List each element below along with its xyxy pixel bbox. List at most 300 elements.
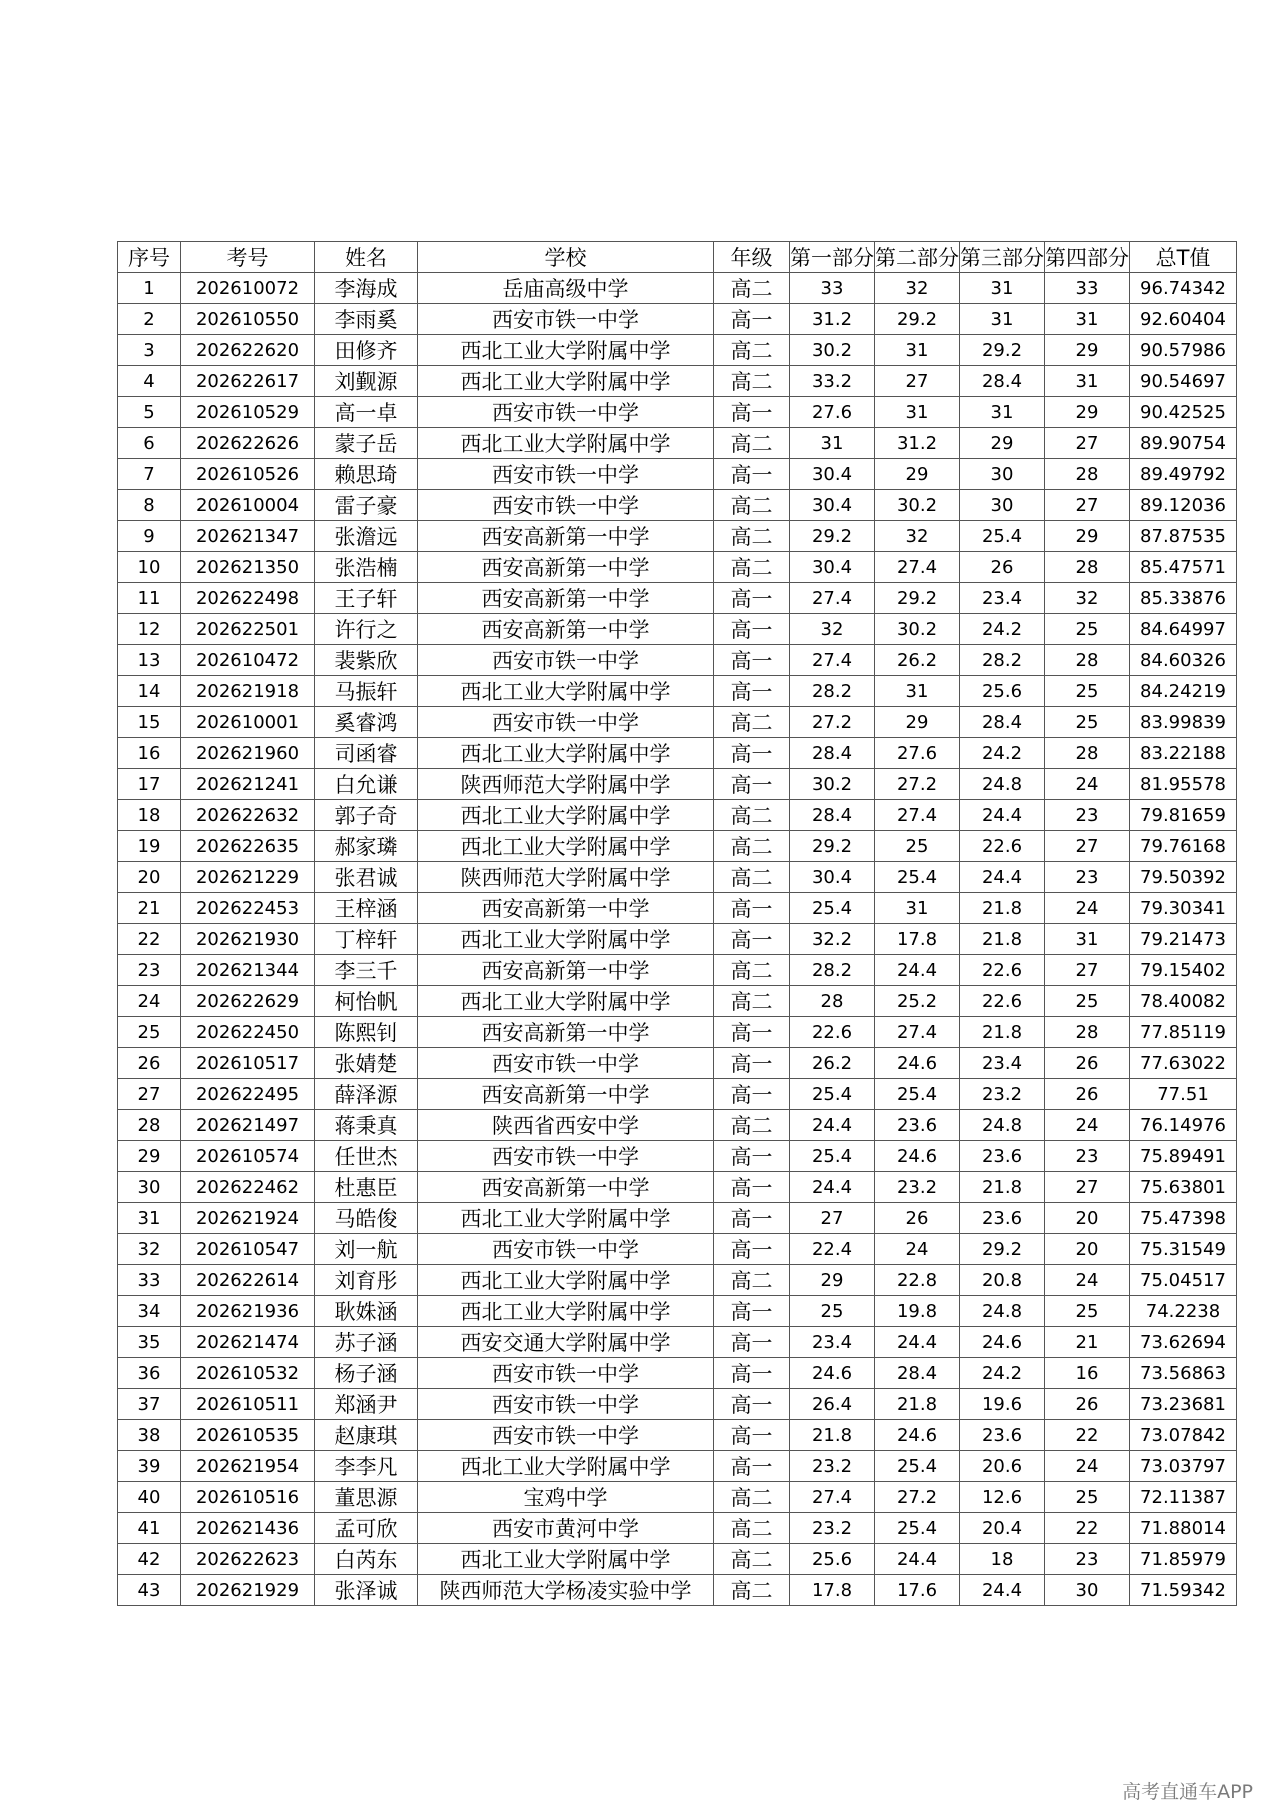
cell-index: 13 [118,645,181,676]
cell-school: 西北工业大学附属中学 [418,1296,714,1327]
cell-part-2: 21.8 [875,1389,960,1420]
cell-total-t: 75.04517 [1130,1265,1237,1296]
cell-part-3: 24.2 [960,614,1045,645]
cell-part-4: 25 [1045,707,1130,738]
cell-part-3: 24.4 [960,862,1045,893]
table-row [118,800,1237,831]
cell-part-3: 29.2 [960,1234,1045,1265]
cell-grade: 高一 [714,583,790,614]
cell-part-2: 32 [875,521,960,552]
table-row [118,1296,1237,1327]
cell-grade: 高一 [714,459,790,490]
cell-part-4: 25 [1045,1296,1130,1327]
cell-part-1: 33.2 [790,366,875,397]
cell-name: 董思源 [315,1482,418,1513]
cell-exam-id: 202621960 [181,738,315,769]
cell-name: 张澹远 [315,521,418,552]
cell-part-1: 27 [790,1203,875,1234]
cell-index: 32 [118,1234,181,1265]
cell-part-3: 22.6 [960,955,1045,986]
cell-part-4: 20 [1045,1203,1130,1234]
cell-grade: 高一 [714,1389,790,1420]
cell-school: 西北工业大学附属中学 [418,366,714,397]
cell-part-2: 27.2 [875,769,960,800]
cell-total-t: 77.85119 [1130,1017,1237,1048]
cell-part-4: 27 [1045,1172,1130,1203]
cell-grade: 高二 [714,800,790,831]
cell-exam-id: 202622623 [181,1544,315,1575]
table-row [118,645,1237,676]
cell-index: 8 [118,490,181,521]
cell-name: 王梓涵 [315,893,418,924]
cell-grade: 高一 [714,1079,790,1110]
cell-grade: 高一 [714,614,790,645]
cell-part-1: 22.4 [790,1234,875,1265]
cell-name: 郑涵尹 [315,1389,418,1420]
cell-name: 李李凡 [315,1451,418,1482]
table-row [118,614,1237,645]
cell-exam-id: 202622626 [181,428,315,459]
cell-part-4: 29 [1045,521,1130,552]
cell-part-1: 33 [790,273,875,304]
cell-part-1: 25 [790,1296,875,1327]
cell-school: 西安高新第一中学 [418,552,714,583]
cell-grade: 高二 [714,428,790,459]
cell-part-3: 20.6 [960,1451,1045,1482]
table-row [118,955,1237,986]
cell-index: 2 [118,304,181,335]
cell-exam-id: 202622453 [181,893,315,924]
cell-index: 21 [118,893,181,924]
cell-school: 西安市铁一中学 [418,304,714,335]
header-name: 姓名 [315,242,418,273]
cell-name: 裴紫欣 [315,645,418,676]
cell-part-4: 22 [1045,1420,1130,1451]
cell-school: 西安高新第一中学 [418,521,714,552]
cell-total-t: 81.95578 [1130,769,1237,800]
cell-part-1: 30.2 [790,335,875,366]
cell-index: 40 [118,1482,181,1513]
header-school: 学校 [418,242,714,273]
cell-name: 李海成 [315,273,418,304]
cell-part-3: 21.8 [960,924,1045,955]
cell-index: 25 [118,1017,181,1048]
cell-part-3: 23.4 [960,583,1045,614]
cell-exam-id: 202621918 [181,676,315,707]
cell-part-3: 31 [960,304,1045,335]
cell-exam-id: 202621497 [181,1110,315,1141]
cell-part-2: 23.6 [875,1110,960,1141]
cell-part-4: 26 [1045,1389,1130,1420]
cell-part-3: 24.2 [960,738,1045,769]
cell-grade: 高一 [714,645,790,676]
cell-part-2: 31 [875,397,960,428]
cell-name: 马皓俊 [315,1203,418,1234]
cell-grade: 高二 [714,273,790,304]
cell-part-2: 29 [875,459,960,490]
cell-total-t: 83.99839 [1130,707,1237,738]
cell-part-4: 25 [1045,614,1130,645]
cell-part-1: 28.2 [790,955,875,986]
table-row [118,273,1237,304]
cell-total-t: 90.54697 [1130,366,1237,397]
header-exam-id: 考号 [181,242,315,273]
cell-grade: 高二 [714,521,790,552]
cell-school: 西安市铁一中学 [418,1141,714,1172]
cell-exam-id: 202610526 [181,459,315,490]
cell-part-4: 26 [1045,1079,1130,1110]
cell-part-4: 24 [1045,1451,1130,1482]
table-row [118,986,1237,1017]
cell-part-2: 24.4 [875,1544,960,1575]
cell-name: 高一卓 [315,397,418,428]
cell-grade: 高一 [714,304,790,335]
cell-part-2: 31.2 [875,428,960,459]
cell-part-3: 24.2 [960,1358,1045,1389]
cell-part-1: 30.4 [790,862,875,893]
cell-grade: 高一 [714,769,790,800]
table-row [118,738,1237,769]
cell-index: 28 [118,1110,181,1141]
cell-name: 刘觐源 [315,366,418,397]
cell-grade: 高一 [714,893,790,924]
cell-name: 雷子豪 [315,490,418,521]
cell-part-4: 23 [1045,800,1130,831]
cell-part-2: 30.2 [875,490,960,521]
cell-part-2: 26.2 [875,645,960,676]
cell-total-t: 79.50392 [1130,862,1237,893]
cell-index: 1 [118,273,181,304]
table-row [118,304,1237,335]
cell-school: 西安高新第一中学 [418,893,714,924]
cell-part-2: 31 [875,893,960,924]
cell-grade: 高一 [714,676,790,707]
cell-part-3: 24.4 [960,1575,1045,1606]
cell-part-4: 28 [1045,645,1130,676]
cell-part-4: 33 [1045,273,1130,304]
cell-index: 22 [118,924,181,955]
table-row [118,428,1237,459]
cell-grade: 高二 [714,986,790,1017]
cell-part-3: 20.8 [960,1265,1045,1296]
table-row [118,1141,1237,1172]
cell-school: 西安高新第一中学 [418,1079,714,1110]
cell-exam-id: 202621241 [181,769,315,800]
cell-school: 西北工业大学附属中学 [418,1451,714,1482]
cell-exam-id: 202621350 [181,552,315,583]
cell-name: 李三千 [315,955,418,986]
cell-school: 西安市铁一中学 [418,645,714,676]
cell-total-t: 75.31549 [1130,1234,1237,1265]
cell-part-3: 28.2 [960,645,1045,676]
table-row [118,521,1237,552]
cell-index: 41 [118,1513,181,1544]
cell-index: 37 [118,1389,181,1420]
cell-school: 西安市铁一中学 [418,1420,714,1451]
cell-school: 西北工业大学附属中学 [418,1544,714,1575]
cell-school: 陕西师范大学杨凌实验中学 [418,1575,714,1606]
cell-exam-id: 202622495 [181,1079,315,1110]
cell-exam-id: 202610550 [181,304,315,335]
cell-school: 西安市铁一中学 [418,490,714,521]
cell-part-4: 28 [1045,552,1130,583]
cell-grade: 高二 [714,1544,790,1575]
cell-part-2: 27.4 [875,1017,960,1048]
cell-name: 郭子奇 [315,800,418,831]
cell-name: 张婧楚 [315,1048,418,1079]
cell-exam-id: 202622614 [181,1265,315,1296]
cell-exam-id: 202610511 [181,1389,315,1420]
cell-exam-id: 202621929 [181,1575,315,1606]
cell-index: 35 [118,1327,181,1358]
header-total-t: 总T值 [1130,242,1237,273]
cell-part-2: 31 [875,335,960,366]
cell-part-2: 25.4 [875,1079,960,1110]
table-row [118,1048,1237,1079]
cell-part-1: 32.2 [790,924,875,955]
cell-name: 蒋秉真 [315,1110,418,1141]
cell-part-3: 24.8 [960,1296,1045,1327]
cell-grade: 高二 [714,1513,790,1544]
cell-total-t: 84.24219 [1130,676,1237,707]
cell-name: 刘育彤 [315,1265,418,1296]
cell-name: 薛泽源 [315,1079,418,1110]
cell-part-3: 30 [960,490,1045,521]
cell-index: 17 [118,769,181,800]
cell-index: 30 [118,1172,181,1203]
cell-part-1: 28.2 [790,676,875,707]
cell-part-2: 27.6 [875,738,960,769]
cell-grade: 高一 [714,1234,790,1265]
cell-part-3: 28.4 [960,707,1045,738]
cell-index: 33 [118,1265,181,1296]
cell-school: 西北工业大学附属中学 [418,738,714,769]
cell-part-1: 30.4 [790,490,875,521]
cell-index: 14 [118,676,181,707]
cell-index: 10 [118,552,181,583]
cell-part-2: 24.6 [875,1420,960,1451]
cell-total-t: 79.15402 [1130,955,1237,986]
cell-part-1: 30.4 [790,552,875,583]
cell-total-t: 75.47398 [1130,1203,1237,1234]
cell-total-t: 79.81659 [1130,800,1237,831]
cell-school: 西安市铁一中学 [418,1234,714,1265]
cell-exam-id: 202610516 [181,1482,315,1513]
cell-exam-id: 202610517 [181,1048,315,1079]
cell-grade: 高一 [714,738,790,769]
cell-part-3: 21.8 [960,1017,1045,1048]
cell-part-1: 23.2 [790,1451,875,1482]
cell-total-t: 96.74342 [1130,273,1237,304]
cell-part-4: 30 [1045,1575,1130,1606]
cell-part-3: 29 [960,428,1045,459]
cell-exam-id: 202622620 [181,335,315,366]
cell-part-3: 24.6 [960,1327,1045,1358]
cell-part-3: 29.2 [960,335,1045,366]
cell-part-1: 31.2 [790,304,875,335]
cell-part-4: 23 [1045,862,1130,893]
cell-part-3: 31 [960,273,1045,304]
cell-part-1: 21.8 [790,1420,875,1451]
cell-index: 6 [118,428,181,459]
cell-part-2: 19.8 [875,1296,960,1327]
cell-exam-id: 202610547 [181,1234,315,1265]
cell-grade: 高一 [714,1327,790,1358]
cell-part-1: 23.2 [790,1513,875,1544]
cell-school: 陕西师范大学附属中学 [418,769,714,800]
cell-name: 奚睿鸿 [315,707,418,738]
cell-index: 38 [118,1420,181,1451]
table-row [118,831,1237,862]
cell-total-t: 75.89491 [1130,1141,1237,1172]
cell-school: 陕西省西安中学 [418,1110,714,1141]
cell-grade: 高二 [714,1482,790,1513]
cell-part-4: 27 [1045,428,1130,459]
cell-name: 司函睿 [315,738,418,769]
cell-exam-id: 202622450 [181,1017,315,1048]
cell-school: 西安市铁一中学 [418,459,714,490]
cell-part-4: 29 [1045,335,1130,366]
cell-index: 5 [118,397,181,428]
cell-part-3: 23.2 [960,1079,1045,1110]
cell-part-2: 27 [875,366,960,397]
cell-part-3: 26 [960,552,1045,583]
cell-grade: 高二 [714,1575,790,1606]
cell-part-2: 25.2 [875,986,960,1017]
cell-name: 蒙子岳 [315,428,418,459]
cell-exam-id: 202622462 [181,1172,315,1203]
cell-exam-id: 202621436 [181,1513,315,1544]
cell-part-4: 31 [1045,366,1130,397]
cell-exam-id: 202621930 [181,924,315,955]
cell-part-3: 21.8 [960,1172,1045,1203]
header-part-2: 第二部分 [875,242,960,273]
cell-name: 柯怡帆 [315,986,418,1017]
table-row [118,707,1237,738]
cell-index: 7 [118,459,181,490]
cell-part-1: 29.2 [790,831,875,862]
cell-school: 西北工业大学附属中学 [418,831,714,862]
cell-school: 西安市铁一中学 [418,1358,714,1389]
table-row [118,1420,1237,1451]
table-body [118,273,1237,1606]
cell-part-3: 23.4 [960,1048,1045,1079]
cell-part-3: 18 [960,1544,1045,1575]
cell-school: 西安市黄河中学 [418,1513,714,1544]
cell-part-4: 31 [1045,924,1130,955]
cell-part-4: 25 [1045,676,1130,707]
cell-part-2: 27.4 [875,800,960,831]
cell-total-t: 78.40082 [1130,986,1237,1017]
cell-total-t: 87.87535 [1130,521,1237,552]
cell-part-4: 32 [1045,583,1130,614]
cell-grade: 高二 [714,831,790,862]
cell-part-2: 25.4 [875,1513,960,1544]
cell-index: 16 [118,738,181,769]
cell-part-4: 26 [1045,1048,1130,1079]
cell-part-2: 24.6 [875,1141,960,1172]
cell-part-1: 25.4 [790,1141,875,1172]
cell-name: 杜惠臣 [315,1172,418,1203]
cell-total-t: 84.64997 [1130,614,1237,645]
cell-part-1: 28 [790,986,875,1017]
cell-part-2: 27.2 [875,1482,960,1513]
score-table [117,241,1237,1606]
cell-index: 42 [118,1544,181,1575]
cell-part-1: 28.4 [790,800,875,831]
cell-part-2: 17.8 [875,924,960,955]
table-row [118,1513,1237,1544]
cell-total-t: 77.63022 [1130,1048,1237,1079]
cell-grade: 高二 [714,335,790,366]
cell-name: 赖思琦 [315,459,418,490]
table-row [118,1575,1237,1606]
cell-grade: 高一 [714,1203,790,1234]
table-row [118,552,1237,583]
cell-part-1: 23.4 [790,1327,875,1358]
cell-school: 西安高新第一中学 [418,614,714,645]
cell-part-3: 31 [960,397,1045,428]
cell-part-4: 31 [1045,304,1130,335]
table-row [118,893,1237,924]
cell-part-1: 30.2 [790,769,875,800]
cell-total-t: 79.30341 [1130,893,1237,924]
cell-part-1: 26.2 [790,1048,875,1079]
cell-name: 苏子涵 [315,1327,418,1358]
cell-exam-id: 202621474 [181,1327,315,1358]
cell-name: 马振轩 [315,676,418,707]
cell-part-4: 27 [1045,831,1130,862]
cell-total-t: 75.63801 [1130,1172,1237,1203]
cell-school: 西北工业大学附属中学 [418,1265,714,1296]
cell-grade: 高一 [714,1017,790,1048]
cell-school: 西安市铁一中学 [418,1389,714,1420]
cell-grade: 高一 [714,397,790,428]
cell-total-t: 73.56863 [1130,1358,1237,1389]
table-row [118,1110,1237,1141]
header-row [118,242,1237,273]
table-row [118,490,1237,521]
cell-exam-id: 202610001 [181,707,315,738]
cell-exam-id: 202610535 [181,1420,315,1451]
table-row [118,1079,1237,1110]
cell-exam-id: 202610472 [181,645,315,676]
table-row [118,1017,1237,1048]
cell-grade: 高一 [714,1451,790,1482]
cell-part-3: 21.8 [960,893,1045,924]
cell-part-4: 28 [1045,459,1130,490]
cell-index: 31 [118,1203,181,1234]
table-row [118,583,1237,614]
cell-part-1: 30.4 [790,459,875,490]
cell-part-3: 24.8 [960,1110,1045,1141]
cell-index: 39 [118,1451,181,1482]
cell-total-t: 90.42525 [1130,397,1237,428]
cell-school: 岳庙高级中学 [418,273,714,304]
table-row [118,366,1237,397]
cell-part-2: 29 [875,707,960,738]
cell-part-3: 24.8 [960,769,1045,800]
cell-total-t: 73.23681 [1130,1389,1237,1420]
cell-grade: 高二 [714,1110,790,1141]
cell-part-1: 25.4 [790,1079,875,1110]
cell-grade: 高一 [714,1048,790,1079]
cell-index: 24 [118,986,181,1017]
table-row [118,769,1237,800]
cell-part-1: 27.4 [790,1482,875,1513]
cell-part-4: 21 [1045,1327,1130,1358]
cell-part-2: 30.2 [875,614,960,645]
